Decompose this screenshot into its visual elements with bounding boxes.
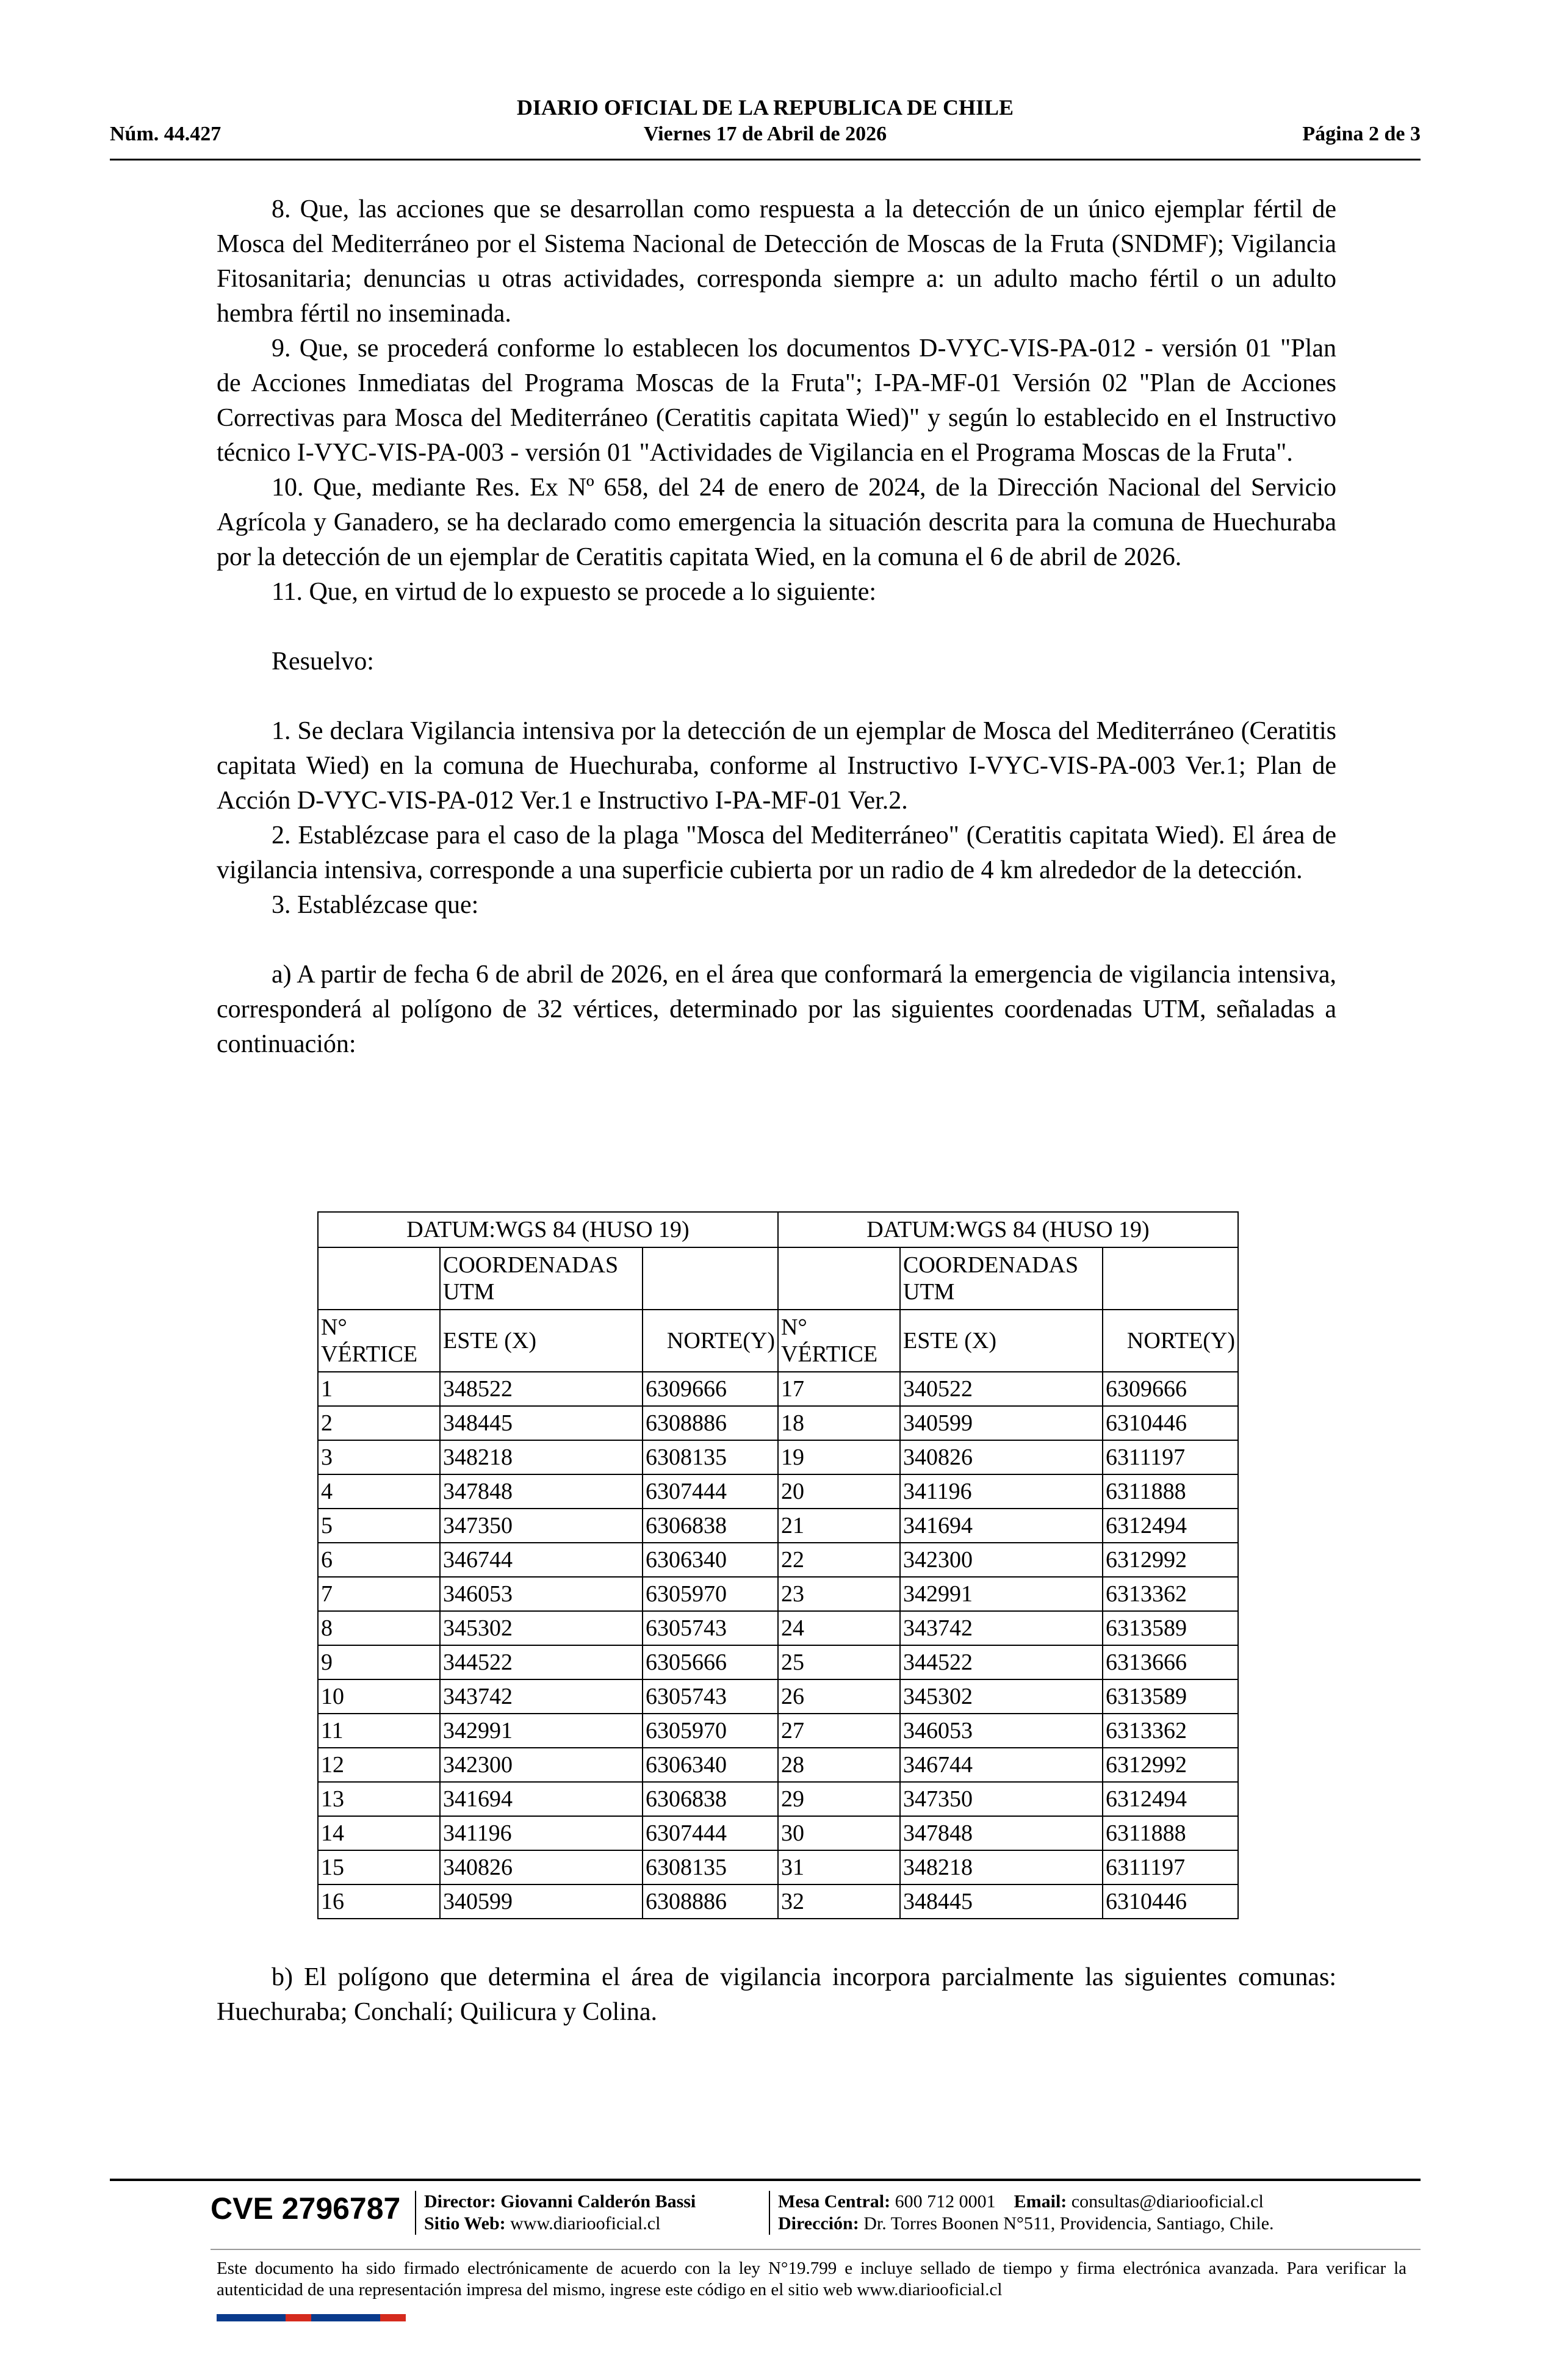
flag-segment (217, 2314, 286, 2321)
table-row (318, 1714, 1238, 1748)
vertex-number: 1 (318, 1372, 440, 1406)
vertex-number: 3 (318, 1440, 440, 1474)
resolution-3a: a) A partir de fecha 6 de abril de 2026, en el área que conformará la emergencia de vigilancia intensiva, corresponderá al polígono de 32 vértices, determinado por las siguientes coordenadas UTM, señaladas a continuación: (217, 961, 1336, 1058)
este-header-right: ESTE (X) (900, 1310, 1103, 1372)
datum-header-right: DATUM:WGS 84 (HUSO 19) (778, 1212, 1238, 1247)
table-row (318, 1748, 1238, 1782)
norte-value: 6311888 (1103, 1474, 1238, 1509)
gazette-title: DIARIO OFICIAL DE LA REPUBLICA DE CHILE (516, 95, 1014, 120)
vertex-number: 28 (778, 1748, 900, 1782)
este-value: 347350 (900, 1782, 1103, 1816)
este-value: 340599 (900, 1406, 1103, 1440)
norte-value: 6312992 (1103, 1543, 1238, 1577)
page-number: Página 2 de 3 (1302, 123, 1421, 145)
vertex-number: 16 (318, 1884, 440, 1919)
norte-value: 6308886 (643, 1406, 778, 1440)
este-value: 343742 (440, 1679, 643, 1714)
vertex-header-left: N° VÉRTICE (318, 1310, 440, 1372)
vertex-number: 10 (318, 1679, 440, 1714)
este-value: 346053 (900, 1714, 1103, 1748)
norte-header-right: NORTE(Y) (1103, 1310, 1238, 1372)
este-value: 347848 (440, 1474, 643, 1509)
este-value: 341694 (440, 1782, 643, 1816)
norte-value: 6311888 (1103, 1816, 1238, 1850)
director-name: Giovanni Calderón Bassi (500, 2191, 696, 2212)
blank-cell (778, 1247, 900, 1310)
este-value: 344522 (900, 1645, 1103, 1679)
flag-stripe (217, 2314, 406, 2321)
vertex-number: 4 (318, 1474, 440, 1509)
address-label: Dirección: (778, 2213, 859, 2234)
resolution-2: 2. Establézcase para el caso de la plaga "Mosca del Mediterráneo" (Ceratitis capitata Wied). El área de vigilancia intensiva, corresponde a una superficie cubierta por un radio de 4 km alrededor de la detección. (217, 821, 1336, 884)
este-value: 340826 (440, 1850, 643, 1884)
norte-value: 6310446 (1103, 1406, 1238, 1440)
norte-value: 6305970 (643, 1577, 778, 1611)
web-link[interactable]: www.diariooficial.cl (510, 2213, 661, 2234)
mesa-phone: 600 712 0001 (895, 2191, 996, 2212)
footer-rule (110, 2179, 1421, 2181)
vertex-number: 11 (318, 1714, 440, 1748)
vertex-number: 32 (778, 1884, 900, 1919)
paragraph-11: 11. Que, en virtud de lo expuesto se procede a lo siguiente: (272, 578, 876, 606)
este-value: 342991 (440, 1714, 643, 1748)
este-value: 341196 (440, 1816, 643, 1850)
email-link[interactable]: consultas@diariooficial.cl (1071, 2191, 1264, 2212)
norte-value: 6313666 (1103, 1645, 1238, 1679)
table-row (318, 1372, 1238, 1406)
vertex-number: 25 (778, 1645, 900, 1679)
este-value: 342300 (440, 1748, 643, 1782)
norte-value: 6309666 (1103, 1372, 1238, 1406)
vertex-number: 12 (318, 1748, 440, 1782)
vertex-number: 22 (778, 1543, 900, 1577)
este-value: 343742 (900, 1611, 1103, 1645)
norte-value: 6307444 (643, 1816, 778, 1850)
vertex-number: 26 (778, 1679, 900, 1714)
vertex-number: 21 (778, 1509, 900, 1543)
vertex-header-right: N° VÉRTICE (778, 1310, 900, 1372)
norte-value: 6305743 (643, 1611, 778, 1645)
footer-rule-thin (211, 2249, 1421, 2250)
este-value: 348218 (900, 1850, 1103, 1884)
norte-value: 6306838 (643, 1782, 778, 1816)
table-row (318, 1611, 1238, 1645)
vertex-number: 18 (778, 1406, 900, 1440)
flag-segment (311, 2314, 380, 2321)
email-label: Email: (1014, 2191, 1067, 2212)
table-row (318, 1440, 1238, 1474)
norte-value: 6309666 (643, 1372, 778, 1406)
resolution-3: 3. Establézcase que: (272, 891, 479, 919)
norte-value: 6312992 (1103, 1748, 1238, 1782)
este-value: 342300 (900, 1543, 1103, 1577)
page-footer (110, 2179, 1421, 2325)
issue-number: Núm. 44.427 (110, 123, 222, 145)
vertex-number: 13 (318, 1782, 440, 1816)
este-value: 345302 (440, 1611, 643, 1645)
vertex-number: 14 (318, 1816, 440, 1850)
este-value: 346744 (900, 1748, 1103, 1782)
footer-divider (769, 2191, 770, 2235)
norte-value: 6313362 (1103, 1714, 1238, 1748)
vertex-number: 8 (318, 1611, 440, 1645)
vertex-number: 2 (318, 1406, 440, 1440)
norte-value: 6307444 (643, 1474, 778, 1509)
este-value: 348522 (440, 1372, 643, 1406)
paragraph-8: 8. Que, las acciones que se desarrollan como respuesta a la detección de un único ejemplar fértil de Mosca del Mediterráneo por el Sistema Nacional de Detección de Moscas de la Fruta (SNDMF); Vigilancia Fitosanitaria; denuncias u otras actividades, corresponda siempre a: un adulto macho fértil o un adulto hembra fértil no inseminada. (217, 195, 1336, 328)
este-value: 346744 (440, 1543, 643, 1577)
table-row (318, 1509, 1238, 1543)
norte-header-left: NORTE(Y) (643, 1310, 778, 1372)
vertex-number: 20 (778, 1474, 900, 1509)
table-row (318, 1816, 1238, 1850)
vertex-number: 6 (318, 1543, 440, 1577)
este-value: 341694 (900, 1509, 1103, 1543)
vertex-number: 30 (778, 1816, 900, 1850)
document-body (217, 192, 1336, 1062)
resolution-3b-block (217, 1960, 1336, 2030)
norte-value: 6306838 (643, 1509, 778, 1543)
este-value: 347350 (440, 1509, 643, 1543)
paragraph-9: 9. Que, se procederá conforme lo establecen los documentos D-VYC-VIS-PA-012 - versión 01 "Plan de Acciones Inmediatas del Programa Moscas de la Fruta"; I-PA-MF-01 Versión 02 "Plan de Acciones Correctivas para Mosca del Mediterráneo (Ceratitis capitata Wied)" y según lo establecido en el Instructivo técnico I-VYC-VIS-PA-003 - versión 01 "Actividades de Vigilancia en el Programa Moscas de la Fruta". (217, 334, 1336, 467)
resolution-3b: b) El polígono que determina el área de vigilancia incorpora parcialmente las siguientes comunas: Huechuraba; Conchalí; Quilicura y Colina. (217, 1963, 1336, 2026)
norte-value: 6313362 (1103, 1577, 1238, 1611)
este-value: 344522 (440, 1645, 643, 1679)
table-row (318, 1543, 1238, 1577)
coord-header-left: COORDENADAS UTM (440, 1247, 643, 1310)
vertex-number: 19 (778, 1440, 900, 1474)
norte-value: 6305666 (643, 1645, 778, 1679)
norte-value: 6308135 (643, 1440, 778, 1474)
norte-value: 6308135 (643, 1850, 778, 1884)
este-value: 348218 (440, 1440, 643, 1474)
page-header (110, 95, 1421, 160)
este-value: 340599 (440, 1884, 643, 1919)
vertex-number: 7 (318, 1577, 440, 1611)
este-value: 346053 (440, 1577, 643, 1611)
flag-segment (286, 2314, 311, 2321)
este-value: 340826 (900, 1440, 1103, 1474)
este-header-left: ESTE (X) (440, 1310, 643, 1372)
este-value: 347848 (900, 1816, 1103, 1850)
vertex-number: 27 (778, 1714, 900, 1748)
table-row (318, 1850, 1238, 1884)
issue-date: Viernes 17 de Abril de 2026 (643, 123, 887, 145)
paragraph-10: 10. Que, mediante Res. Ex Nº 658, del 24 de enero de 2024, de la Dirección Nacional del Servicio Agrícola y Ganadero, se ha declarado como emergencia la situación descrita para la comuna de Huechuraba por la detección de un ejemplar de Ceratitis capitata Wied, en la comuna el 6 de abril de 2026. (217, 474, 1336, 571)
table-row (318, 1679, 1238, 1714)
coordinates-table (317, 1211, 1239, 1919)
norte-value: 6313589 (1103, 1611, 1238, 1645)
vertex-number: 5 (318, 1509, 440, 1543)
este-value: 342991 (900, 1577, 1103, 1611)
este-value: 348445 (900, 1884, 1103, 1919)
vertex-number: 17 (778, 1372, 900, 1406)
cve-code: CVE 2796787 (211, 2191, 401, 2226)
table-row (318, 1884, 1238, 1919)
footer-contact-block (778, 2191, 1274, 2235)
footer-divider (415, 2191, 416, 2235)
norte-value: 6311197 (1103, 1850, 1238, 1884)
norte-value: 6306340 (643, 1543, 778, 1577)
address-value: Dr. Torres Boonen N°511, Providencia, Santiago, Chile. (863, 2213, 1274, 2234)
table-row (318, 1782, 1238, 1816)
coordinates-table-wrapper (317, 1211, 1239, 1919)
vertex-number: 24 (778, 1611, 900, 1645)
footer-director-block (424, 2191, 696, 2235)
norte-value: 6312494 (1103, 1509, 1238, 1543)
table-row (318, 1474, 1238, 1509)
coord-header-right: COORDENADAS UTM (900, 1247, 1103, 1310)
norte-value: 6308886 (643, 1884, 778, 1919)
norte-value: 6306340 (643, 1748, 778, 1782)
web-label: Sitio Web: (424, 2213, 506, 2234)
vertex-number: 15 (318, 1850, 440, 1884)
este-value: 340522 (900, 1372, 1103, 1406)
este-value: 341196 (900, 1474, 1103, 1509)
signature-note: Este documento ha sido firmado electrónicamente de acuerdo con la ley N°19.799 e incluye sellado de tiempo y firma electrónica avanzada. Para verificar la autenticidad de una representación impresa del mismo, ingrese este código en el sitio web www.diariooficial.cl (217, 2259, 1407, 2299)
norte-value: 6305743 (643, 1679, 778, 1714)
norte-value: 6310446 (1103, 1884, 1238, 1919)
flag-segment (380, 2314, 406, 2321)
norte-value: 6305970 (643, 1714, 778, 1748)
datum-header-left: DATUM:WGS 84 (HUSO 19) (318, 1212, 778, 1247)
mesa-label: Mesa Central: (778, 2191, 891, 2212)
norte-value: 6312494 (1103, 1782, 1238, 1816)
vertex-number: 29 (778, 1782, 900, 1816)
vertex-number: 9 (318, 1645, 440, 1679)
director-label: Director: (424, 2191, 496, 2212)
resuelvo-heading: Resuelvo: (272, 647, 374, 676)
norte-value: 6313589 (1103, 1679, 1238, 1714)
vertex-number: 31 (778, 1850, 900, 1884)
blank-cell (1103, 1247, 1238, 1310)
blank-cell (643, 1247, 778, 1310)
table-row (318, 1406, 1238, 1440)
table-row (318, 1577, 1238, 1611)
norte-value: 6311197 (1103, 1440, 1238, 1474)
table-row (318, 1645, 1238, 1679)
blank-cell (318, 1247, 440, 1310)
este-value: 345302 (900, 1679, 1103, 1714)
resolution-1: 1. Se declara Vigilancia intensiva por la detección de un ejemplar de Mosca del Mediterráneo (Ceratitis capitata Wied) en la comuna de Huechuraba, conforme al Instructivo I-VYC-VIS-PA-003 Ver.1; Plan de Acción D-VYC-VIS-PA-012 Ver.1 e Instructivo I-PA-MF-01 Ver.2. (217, 717, 1336, 815)
este-value: 348445 (440, 1406, 643, 1440)
vertex-number: 23 (778, 1577, 900, 1611)
